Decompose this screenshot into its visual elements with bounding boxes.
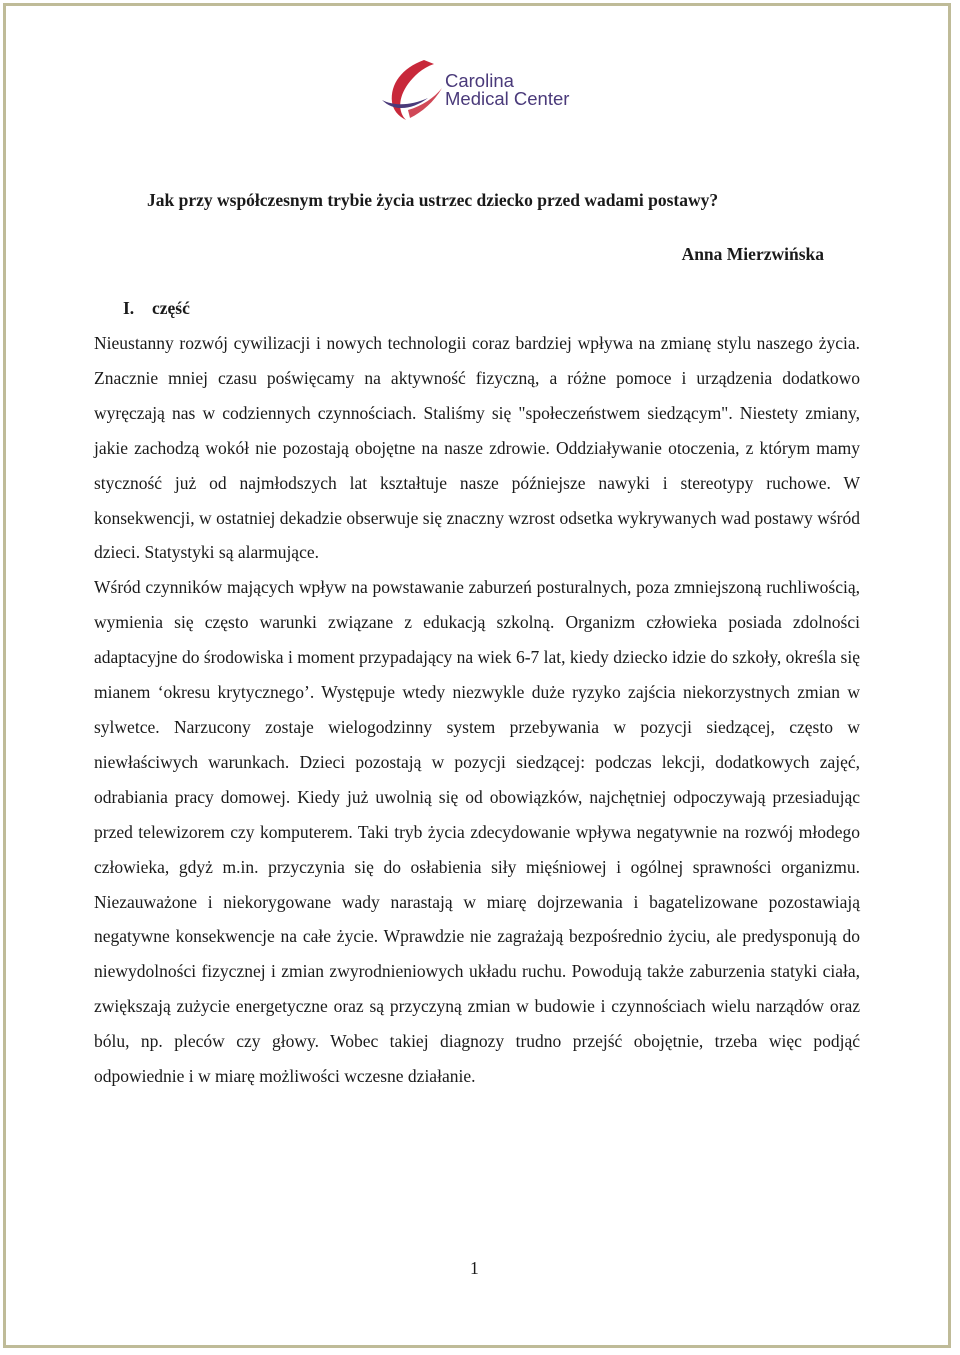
body-text: [94, 326, 860, 1094]
paragraph-1: Nieustanny rozwój cywilizacji i nowych technologii coraz bardziej wpływa na zmianę stylu naszego życia. Znacznie mniej czasu poświęcamy na aktywność fizyczną, a różne pomoce i urządzenia dodatkowo wyręczają nas w codziennych czynnościach. Staliśmy się "społeczeństwem siedzącym". Niestety zmiany, jakie zachodzą wokół nie pozostają obojętne na nasze zdrowie. Oddziaływanie otoczenia, z którym mamy styczność już od najmłodszych lat kształtuje nasze późniejsze nawyki i stereotypy ruchowe. W konsekwencji, w ostatniej dekadzie obserwuje się znaczny wzrost odsetka wykrywanych wad postawy wśród dzieci. Statystyki są alarmujące.: [94, 333, 860, 563]
carolina-medical-center-logo: [380, 58, 590, 124]
logo-swoosh-icon: [380, 58, 450, 124]
section-heading: [123, 298, 190, 319]
section-number: I.: [123, 298, 135, 318]
logo-text: [445, 72, 569, 108]
document-title: Jak przy współczesnym trybie życia ustrzec dziecko przed wadami postawy?: [147, 190, 719, 210]
author-name: Anna Mierzwińska: [681, 244, 824, 264]
paragraph-2: Wśród czynników mających wpływ na powstawanie zaburzeń posturalnych, poza zmniejszoną ruchliwością, wymienia się często warunki związane z edukacją szkolną. Organizm człowieka posiada zdolności adaptacyjne do środowiska i moment przypadający na wiek 6-7 lat, kiedy dziecko idzie do szkoły, określa się mianem ‘okresu krytycznego’. Występuje wtedy niezwykle duże ryzyko zajścia niekorzystnych zmian w sylwetce. Narzucony zostaje wielogodzinny system przebywania w pozycji siedzącej, często w niewłaściwych warunkach. Dzieci pozostają w pozycji siedzącej: podczas lekcji, dodatkowych zajęć, odrabiania pracy domowej. Kiedy już uwolnią się od obowiązków, najchętniej odpoczywają przesiadując przed telewizorem czy komputerem. Taki tryb życia zdecydowanie wpływa negatywnie na rozwój młodego człowieka, gdyż m.in. przyczynia się do osłabienia siły mięśniowej i ogólnej sprawności organizmu. Niezauważone i niekorygowane wady narastają w miarę dojrzewania i bagatelizowane pozostawiają negatywne konsekwencje na całe życie. Wprawdzie nie zagrażają bezpośrednio życiu, ale predysponują do niewydolności fizycznej i zmian zwyrodnieniowych układu ruchu. Powodują także zaburzenia statyki ciała, zwiększają zużycie energetyczne oraz są przyczyną zmian w budowie i czynnościach wielu narządów oraz bólu, np. pleców czy głowy. Wobec takiej diagnozy trudno przejść obojętnie, trzeba więc podjąć odpowiednie i w miarę możliwości wczesne działanie.: [94, 577, 860, 1087]
logo-line-1: Carolina: [445, 70, 514, 91]
logo-line-2: Medical Center: [445, 88, 570, 109]
page-number: 1: [470, 1258, 479, 1278]
section-label: część: [152, 298, 190, 318]
